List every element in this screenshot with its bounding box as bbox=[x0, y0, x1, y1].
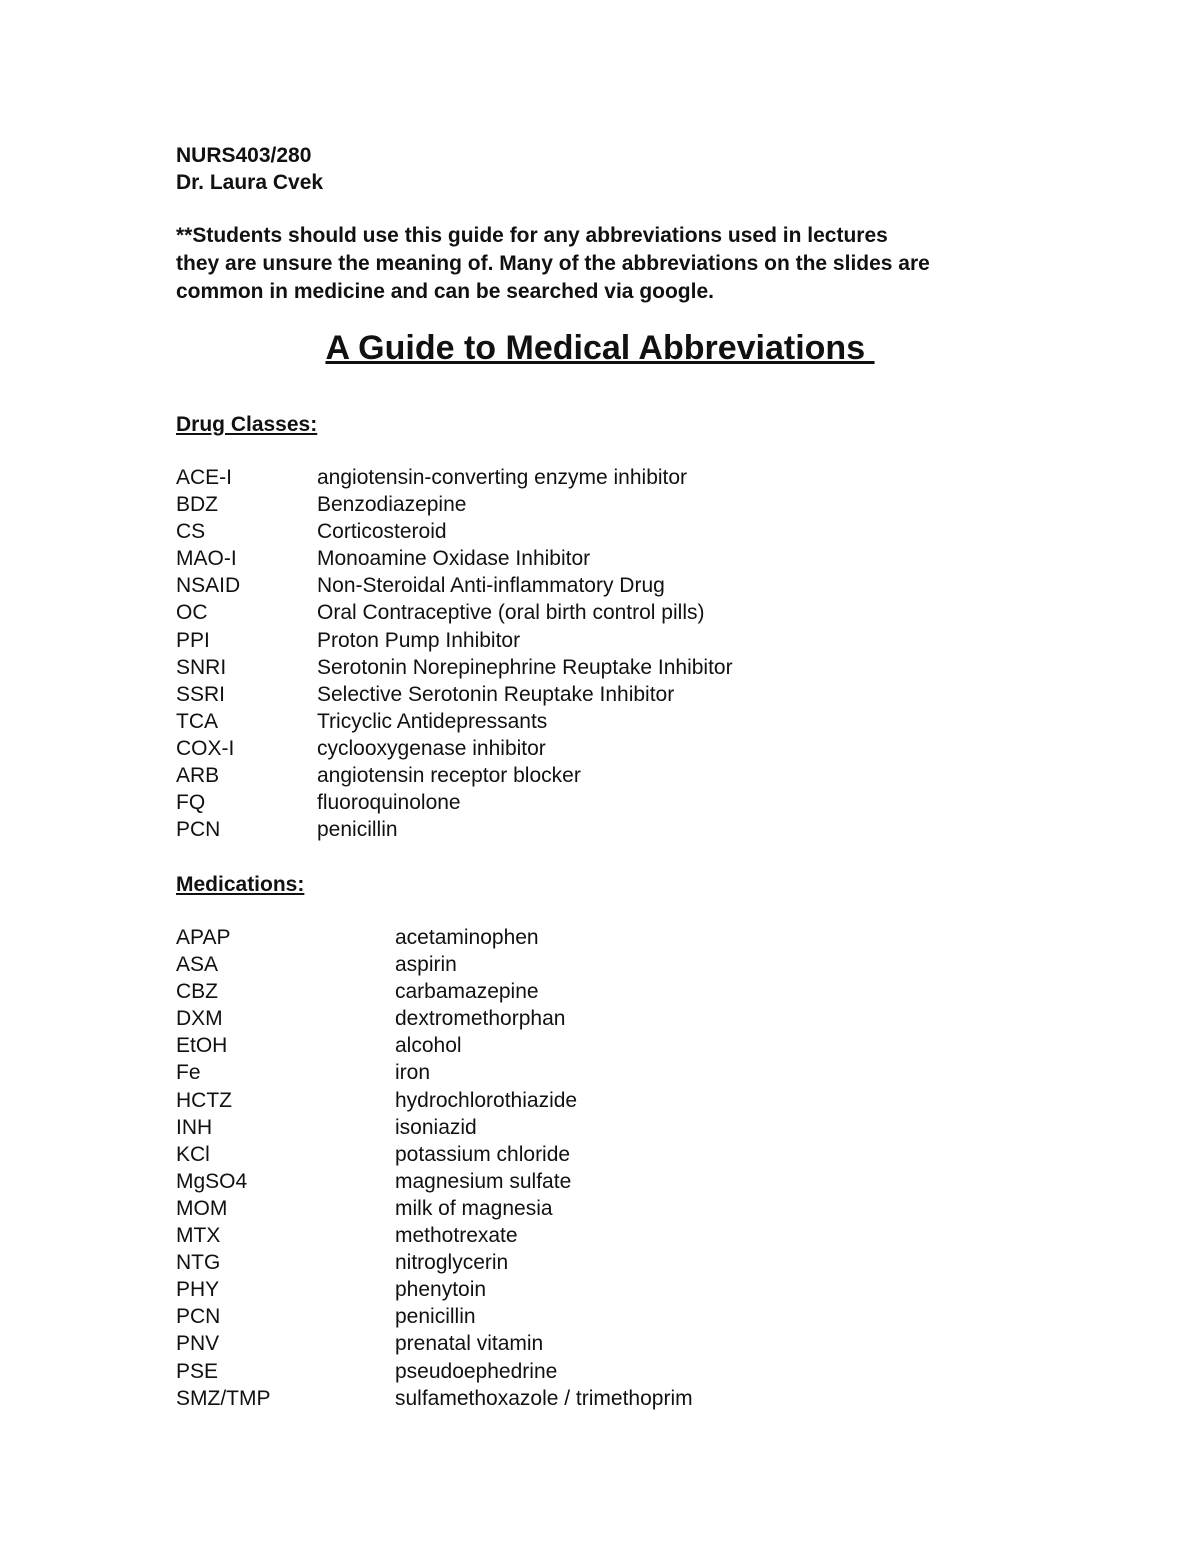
drug-classes-heading: Drug Classes: bbox=[176, 413, 318, 436]
list-item bbox=[176, 1385, 693, 1412]
list-item bbox=[176, 978, 693, 1005]
definition: penicillin bbox=[395, 1305, 476, 1329]
definition: carbamazepine bbox=[395, 980, 539, 1004]
list-item bbox=[176, 708, 733, 735]
abbreviation: BDZ bbox=[176, 493, 218, 517]
definition: Oral Contraceptive (oral birth control pills) bbox=[317, 601, 705, 625]
definition: magnesium sulfate bbox=[395, 1169, 572, 1193]
list-item bbox=[176, 762, 733, 789]
definition: Monoamine Oxidase Inhibitor bbox=[317, 547, 591, 571]
abbreviation: EtOH bbox=[176, 1034, 228, 1058]
list-item bbox=[176, 1059, 693, 1086]
abbreviation: PSE bbox=[176, 1359, 219, 1383]
list-item bbox=[176, 627, 733, 654]
medications-list bbox=[176, 924, 693, 1412]
list-item bbox=[176, 1303, 693, 1330]
abbreviation: ARB bbox=[176, 764, 220, 788]
list-item bbox=[176, 654, 733, 681]
abbreviation: PCN bbox=[176, 1305, 221, 1329]
definition: iron bbox=[395, 1061, 431, 1085]
definition: nitroglycerin bbox=[395, 1251, 509, 1275]
abbreviation: ACE-I bbox=[176, 466, 233, 489]
abbreviation: PHY bbox=[176, 1278, 220, 1302]
abbreviation: SNRI bbox=[176, 655, 227, 679]
list-item bbox=[176, 464, 733, 491]
list-item bbox=[176, 572, 733, 599]
list-item bbox=[176, 789, 733, 816]
list-item bbox=[176, 1358, 693, 1385]
definition: Tricyclic Antidepressants bbox=[317, 709, 548, 733]
abbreviation: INH bbox=[176, 1115, 213, 1139]
list-item bbox=[176, 1168, 693, 1195]
abbreviation: ASA bbox=[176, 953, 219, 977]
definition: hydrochlorothiazide bbox=[395, 1088, 578, 1112]
abbreviation: COX-I bbox=[176, 736, 235, 760]
drug-classes-list bbox=[176, 464, 733, 843]
list-item bbox=[176, 1141, 693, 1168]
definition: sulfamethoxazole / trimethoprim bbox=[395, 1386, 693, 1410]
definition: fluoroquinolone bbox=[317, 791, 461, 815]
course-code: NURS403/280 bbox=[176, 144, 312, 167]
definition: methotrexate bbox=[395, 1224, 518, 1248]
definition: Non-Steroidal Anti-inflammatory Drug bbox=[317, 574, 665, 598]
list-item bbox=[176, 1114, 693, 1141]
definition: Selective Serotonin Reuptake Inhibitor bbox=[317, 682, 675, 706]
document-header bbox=[176, 142, 323, 196]
list-item bbox=[176, 735, 733, 762]
abbreviation: APAP bbox=[176, 926, 231, 949]
abbreviation: SMZ/TMP bbox=[176, 1386, 271, 1410]
abbreviation: MOM bbox=[176, 1196, 228, 1220]
definition: angiotensin receptor blocker bbox=[317, 764, 581, 788]
list-item bbox=[176, 1330, 693, 1357]
definition: Benzodiazepine bbox=[317, 493, 467, 517]
definition: acetaminophen bbox=[395, 926, 539, 949]
list-item bbox=[176, 1195, 693, 1222]
definition: Corticosteroid bbox=[317, 520, 447, 544]
note-line: they are unsure the meaning of. Many of the abbreviations on the slides are bbox=[176, 252, 930, 275]
definition: dextromethorphan bbox=[395, 1007, 566, 1031]
abbreviation: CS bbox=[176, 520, 206, 544]
list-item bbox=[176, 1222, 693, 1249]
note-line: **Students should use this guide for any abbreviations used in lectures bbox=[176, 224, 888, 247]
list-item bbox=[176, 1249, 693, 1276]
definition: angiotensin-converting enzyme inhibitor bbox=[317, 466, 688, 489]
student-note bbox=[176, 222, 1056, 306]
list-item bbox=[176, 1032, 693, 1059]
list-item bbox=[176, 1276, 693, 1303]
page-title: A Guide to Medical Abbreviations bbox=[325, 329, 875, 367]
list-item bbox=[176, 599, 733, 626]
list-item bbox=[176, 1087, 693, 1114]
definition: alcohol bbox=[395, 1034, 462, 1058]
abbreviation: PCN bbox=[176, 818, 221, 842]
abbreviation: HCTZ bbox=[176, 1088, 232, 1112]
abbreviation: DXM bbox=[176, 1007, 223, 1031]
definition: Proton Pump Inhibitor bbox=[317, 628, 521, 652]
abbreviation: NSAID bbox=[176, 574, 241, 598]
list-item bbox=[176, 924, 693, 951]
definition: potassium chloride bbox=[395, 1142, 571, 1166]
abbreviation: TCA bbox=[176, 709, 218, 733]
abbreviation: PPI bbox=[176, 628, 210, 652]
abbreviation: SSRI bbox=[176, 682, 226, 706]
medications-heading: Medications: bbox=[176, 873, 305, 896]
definition: prenatal vitamin bbox=[395, 1332, 544, 1356]
abbreviation: MTX bbox=[176, 1224, 221, 1248]
list-item bbox=[176, 491, 733, 518]
definition: isoniazid bbox=[395, 1115, 477, 1139]
instructor-name: Dr. Laura Cvek bbox=[176, 171, 324, 194]
list-item bbox=[176, 1005, 693, 1032]
abbreviation: OC bbox=[176, 601, 208, 625]
note-line: common in medicine and can be searched via google. bbox=[176, 280, 714, 303]
definition: aspirin bbox=[395, 953, 457, 977]
abbreviation: NTG bbox=[176, 1251, 221, 1275]
abbreviation: PNV bbox=[176, 1332, 220, 1356]
abbreviation: KCl bbox=[176, 1142, 210, 1166]
list-item bbox=[176, 951, 693, 978]
list-item bbox=[176, 681, 733, 708]
list-item bbox=[176, 816, 733, 843]
definition: pseudoephedrine bbox=[395, 1359, 558, 1383]
abbreviation: Fe bbox=[176, 1061, 201, 1085]
definition: milk of magnesia bbox=[395, 1196, 553, 1220]
list-item bbox=[176, 518, 733, 545]
definition: cyclooxygenase inhibitor bbox=[317, 736, 546, 760]
abbreviation: MgSO4 bbox=[176, 1169, 248, 1193]
definition: Serotonin Norepinephrine Reuptake Inhibitor bbox=[317, 655, 733, 679]
list-item bbox=[176, 545, 733, 572]
abbreviation: CBZ bbox=[176, 980, 218, 1004]
definition: penicillin bbox=[317, 818, 398, 842]
definition: phenytoin bbox=[395, 1278, 487, 1302]
abbreviation: FQ bbox=[176, 791, 206, 815]
abbreviation: MAO-I bbox=[176, 547, 237, 571]
